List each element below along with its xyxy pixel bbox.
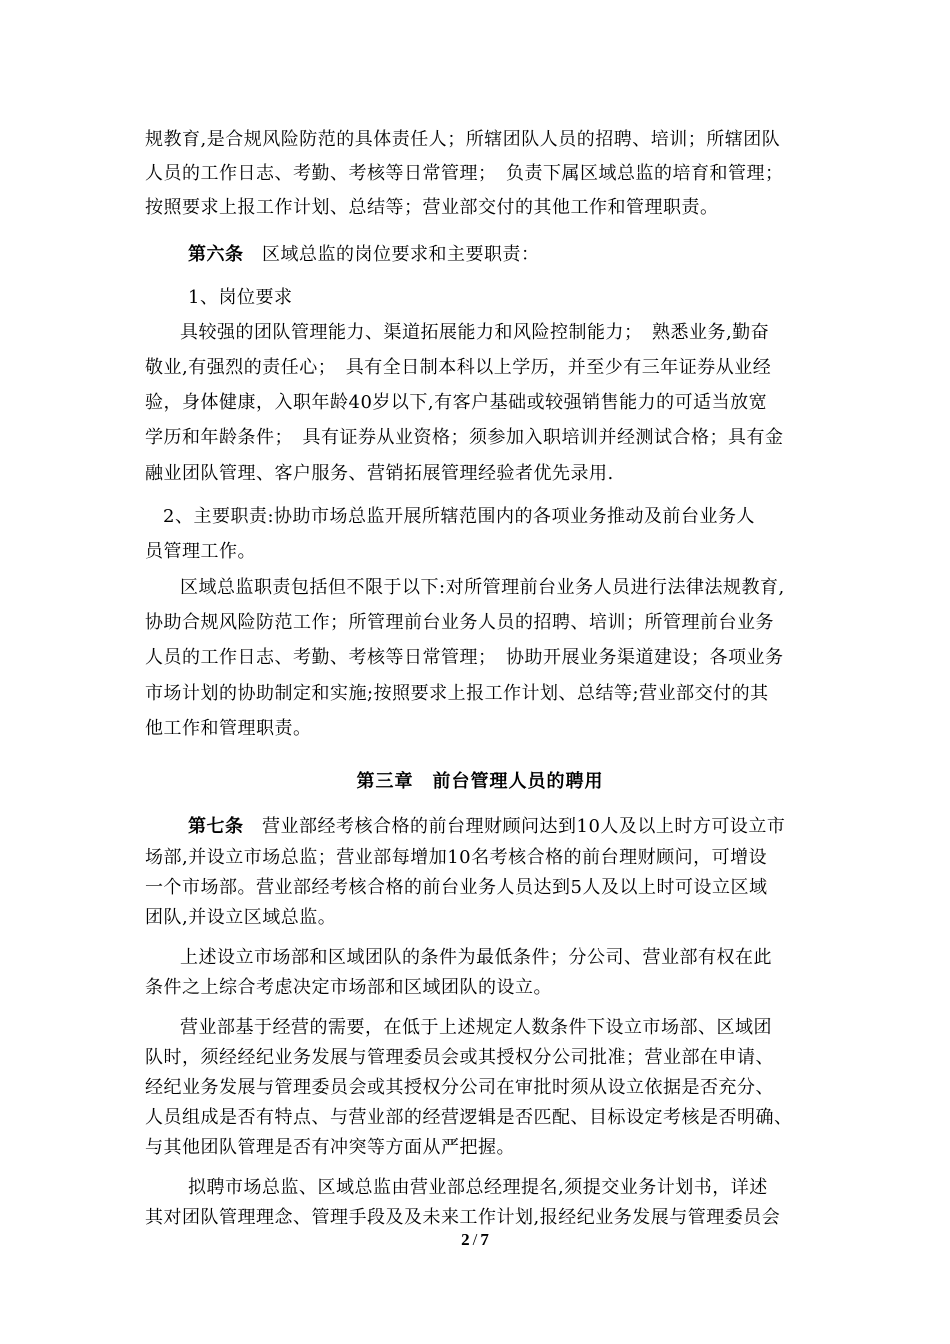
text-line: 经纪业务发展与管理委员会或其授权分公司在审批时须从设立依据是否充分、: [145, 1077, 774, 1098]
text-line: 融业团队管理、客户服务、营销拓展管理经验者优先录用.: [145, 463, 614, 484]
article-6-heading: [188, 243, 815, 267]
text-line: 条件之上综合考虑决定市场部和区域团队的设立。: [145, 977, 552, 998]
article-7-text: 营业部经考核合格的前台理财顾问达到10人及以上时方可设立市: [262, 816, 786, 837]
article-7-label: 第七条: [188, 816, 244, 837]
article-6-text: 区域总监的岗位要求和主要职责：: [262, 244, 540, 265]
text-line: 与其他团队管理是否有冲突等方面从严把握。: [145, 1137, 515, 1158]
text-line: 员管理工作。: [145, 541, 256, 562]
text-line: 拟聘市场总监、区域总监由营业部总经理提名,须提交业务计划书，详述: [188, 1177, 768, 1198]
text-line: 人员的工作日志、考勤、考核等日常管理； 协助开展业务渠道建设；各项业务: [145, 647, 784, 668]
text-line: 其对团队管理理念、管理手段及及未来工作计划,报经纪业务发展与管理委员会: [145, 1207, 781, 1228]
text-line: 他工作和管理职责。: [145, 718, 312, 739]
text-line: 营业部基于经营的需要，在低于上述规定人数条件下设立市场部、区域团: [180, 1017, 772, 1038]
page-total: 7: [480, 1230, 489, 1249]
text-line: 2、主要职责:协助市场总监开展所辖范围内的各项业务推动及前台业务人: [163, 506, 756, 527]
text-line: 协助合规风险防范工作；所管理前台业务人员的招聘、培训；所管理前台业务: [145, 612, 774, 633]
text-line: 上述设立市场部和区域团队的条件为最低条件；分公司、营业部有权在此: [180, 947, 772, 968]
text-line: 具较强的团队管理能力、渠道拓展能力和风险控制能力； 熟悉业务,勤奋: [180, 322, 770, 343]
text-line: 按照要求上报工作计划、总结等；营业部交付的其他工作和管理职责。: [145, 197, 719, 218]
chapter-heading: 第三章 前台管理人员的聘用: [356, 771, 604, 792]
text-line: 区域总监职责包括但不限于以下:对所管理前台业务人员进行法律法规教育,: [180, 577, 785, 598]
text-line: 队时，须经经纪业务发展与管理委员会或其授权分公司批准；营业部在申请、: [145, 1047, 774, 1068]
text-line: 场部,并设立市场总监；营业部每增加10名考核合格的前台理财顾问，可增设: [145, 847, 768, 868]
article-6-label: 第六条: [188, 244, 244, 265]
text-line: 团队,并设立区域总监。: [145, 907, 337, 928]
requirements-title: 1、岗位要求: [188, 287, 293, 308]
text-line: 敬业,有强烈的责任心； 具有全日制本科以上学历，并至少有三年证券从业经: [145, 357, 772, 378]
text-line: 人员组成是否有特点、与营业部的经营逻辑是否匹配、目标设定考核是否明确、: [145, 1107, 793, 1128]
page-separator: /: [472, 1230, 478, 1249]
text-line: 人员的工作日志、考勤、考核等日常管理； 负责下属区域总监的培育和管理；: [145, 163, 784, 184]
text-line: 一个市场部。营业部经考核合格的前台业务人员达到5人及以上时可设立区域: [145, 877, 768, 898]
page-current: 2: [461, 1230, 470, 1249]
text-line: 市场计划的协助制定和实施;按照要求上报工作计划、总结等;营业部交付的其: [145, 683, 769, 704]
article-7-first-line: [188, 815, 815, 839]
text-line: 学历和年龄条件； 具有证券从业资格；须参加入职培训并经测试合格；具有金: [145, 427, 784, 448]
text-line: 验，身体健康，入职年龄40岁以下,有客户基础或较强销售能力的可适当放宽: [145, 392, 768, 413]
page-number: [0, 1229, 950, 1251]
text-line: 规教育,是合规风险防范的具体责任人；所辖团队人员的招聘、培训；所辖团队: [145, 129, 781, 150]
